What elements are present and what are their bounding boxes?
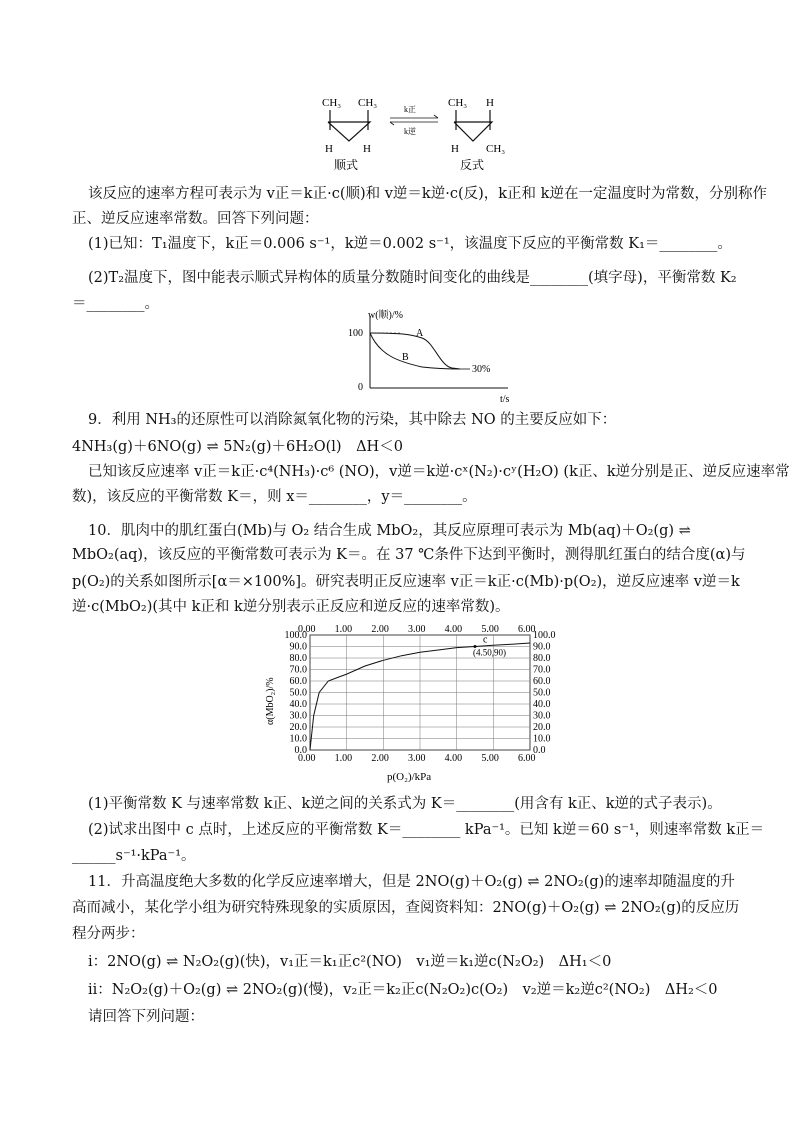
q1: (1)已知：T₁温度下，k正＝0.006 s⁻¹，k逆＝0.002 s⁻¹，该温度下反应的平衡常数 K₁＝________。: [88, 236, 732, 252]
y-tick-left: 50.0: [289, 687, 307, 699]
cis-top-right: CH₃: [358, 97, 378, 109]
x-tick-top: 0.00: [298, 624, 316, 635]
y-tick-right: 60.0: [533, 676, 551, 687]
k-forward: k正: [404, 105, 416, 114]
y-tick-left: 80.0: [289, 653, 307, 664]
y-tick-left: 70.0: [289, 664, 307, 676]
y-tick-left: 0.0: [294, 745, 307, 756]
chart-ylabel: α(MbO₂)/%: [265, 677, 276, 725]
x-tick-bottom: 4.00: [444, 753, 463, 764]
trans-bot-right: CH₃: [486, 143, 506, 155]
q9b: 数)，该反应的平衡常数 K＝，则 x＝________，y＝________。: [72, 489, 477, 505]
y-tick-left: 30.0: [289, 710, 307, 722]
q10c: p(O₂)的关系如图所示[α＝×100%]。研究表明正反应速率 v正＝k正·c(Mb)·p(O₂)，逆反应速率 v逆＝k: [72, 574, 740, 590]
q10a: 10．肌肉中的肌红蛋白(Mb)与 O₂ 结合生成 MbO₂，其反应原理可表示为 Mb(aq)＋O₂(g) ⇌: [88, 523, 691, 539]
y-tick-left: 10.0: [289, 733, 307, 745]
trans-top-right: H: [486, 97, 494, 109]
y-tick-right: 70.0: [533, 664, 551, 676]
q10b: MbO₂(aq)，该反应的平衡常数可表示为 K＝。在 37 ℃条件下达到平衡时，测得肌红蛋白的结合度(α)与: [72, 547, 746, 563]
y-tick-right: 80.0: [533, 653, 551, 664]
curve-a-label: A: [416, 328, 424, 339]
mbo2-chart: [255, 615, 575, 787]
trans-top-left: CH₃: [448, 97, 468, 109]
q10s2: (2)试求出图中 c 点时，上述反应的平衡常数 K＝________ kPa⁻¹。已知 k逆＝60 s⁻¹，则速率常数 k正＝: [88, 822, 765, 838]
q9a: 已知该反应速率 v正＝k正·c⁴(NH₃)·c⁶ (NO)，v逆＝k逆·cˣ(N₂)·cʸ(H₂O) (k正、k逆分别是正、逆反应速率常: [88, 464, 790, 480]
x-tick-bottom: 1.00: [334, 753, 353, 764]
cis-name: 顺式: [334, 158, 359, 172]
y-tick-left: 40.0: [289, 699, 307, 710]
y-tick-left: 100.0: [284, 630, 307, 641]
curve-b-label: B: [402, 352, 409, 363]
x-tick-top: 4.00: [444, 624, 463, 635]
chart-xlabel: p(O₂)/kPa: [387, 771, 432, 783]
y-tick-right: 10.0: [533, 733, 551, 745]
y-tick-left: 20.0: [289, 722, 307, 733]
q11i: i：2NO(g) ⇌ N₂O₂(g)(快)，v₁正＝k₁正c²(NO) v₁逆＝k₁逆c(N₂O₂) ΔH₁＜0: [88, 954, 612, 970]
trans-bot-left: H: [451, 143, 459, 155]
k-reverse: k逆: [404, 127, 416, 136]
small-ylabel: w(顺)/%: [368, 310, 403, 321]
y-tick-right: 50.0: [533, 687, 551, 699]
cis-top-left: CH₃: [322, 97, 342, 109]
y-tick-right: 20.0: [533, 722, 551, 733]
small-y0: 0: [358, 382, 363, 393]
cis-bot-left: H: [325, 143, 333, 155]
x-tick-top: 1.00: [334, 624, 353, 635]
x-tick-top: 5.00: [481, 624, 499, 635]
x-tick-bottom: 0.00: [298, 753, 316, 764]
q11b: 高而减小，某化学小组为研究特殊现象的实质原因，查阅资料知：2NO(g)＋O₂(g) ⇌ 2NO₂(g)的反应历: [72, 900, 740, 916]
y-tick-left: 90.0: [289, 641, 307, 653]
q11c: 程分两步：: [72, 926, 145, 942]
y-tick-right: 40.0: [533, 699, 551, 710]
x-tick-top: 6.00: [518, 624, 536, 635]
y-tick-right: 30.0: [533, 710, 551, 722]
x-tick-top: 2.00: [371, 624, 389, 635]
q10s2b: ______s⁻¹·kPa⁻¹。: [72, 848, 196, 864]
q10s1: (1)平衡常数 K 与速率常数 k正、k逆之间的关系式为 K＝________(用含有 k正、k逆的式子表示)。: [88, 796, 722, 812]
x-tick-bottom: 6.00: [518, 753, 536, 764]
y-tick-right: 0.0: [533, 745, 546, 756]
y-tick-right: 100.0: [533, 630, 556, 641]
trans-name: 反式: [460, 158, 485, 172]
point-c-coord: (4.50,90): [473, 647, 506, 658]
curve-b: [370, 333, 460, 369]
q11a: 11．升高温度绝大多数的化学反应速率增大，但是 2NO(g)＋O₂(g) ⇌ 2NO₂(g)的速率却随温度的升: [88, 874, 735, 890]
q2b: ＝________。: [72, 296, 159, 312]
small-chart: [340, 306, 530, 404]
end-label: 30%: [472, 364, 491, 375]
x-tick-bottom: 5.00: [481, 753, 499, 764]
cis-bot-right: H: [363, 143, 371, 155]
p1b: 正、逆反应速率常数。回答下列问题：: [72, 211, 319, 227]
cis-trans-diagram: [300, 92, 540, 172]
x-tick-bottom: 2.00: [371, 753, 389, 764]
q11ii: ii：N₂O₂(g)＋O₂(g) ⇌ 2NO₂(g)(慢)，v₂正＝k₂正c(N₂O₂)c(O₂) v₂逆＝k₂逆c²(NO₂) ΔH₂＜0: [88, 982, 718, 998]
x-tick-top: 3.00: [408, 624, 426, 635]
small-y100: 100: [348, 328, 363, 339]
q9eq: 4NH₃(g)＋6NO(g) ⇌ 5N₂(g)＋6H₂O(l) ΔH＜0: [72, 439, 403, 455]
p1: 该反应的速率方程可表示为 v正＝k正·c(顺)和 v逆＝k逆·c(反)，k正和 k逆在一定温度时为常数，分别称作: [88, 186, 767, 202]
q9: 9．利用 NH₃的还原性可以消除氮氧化物的污染，其中除去 NO 的主要反应如下：: [88, 412, 617, 428]
q10d: 逆·c(MbO₂)(其中 k正和 k逆分别表示正反应和逆反应的速率常数)。: [72, 599, 510, 615]
small-xlabel: t/s: [500, 394, 510, 404]
point-c-label: c: [483, 634, 488, 646]
y-tick-left: 60.0: [289, 676, 307, 687]
q11d: 请回答下列问题：: [88, 1009, 204, 1025]
x-tick-bottom: 3.00: [408, 753, 426, 764]
q2: (2)T₂温度下，图中能表示顺式异构体的质量分数随时间变化的曲线是________(填字母)，平衡常数 K₂: [88, 270, 737, 286]
y-tick-right: 90.0: [533, 641, 551, 653]
